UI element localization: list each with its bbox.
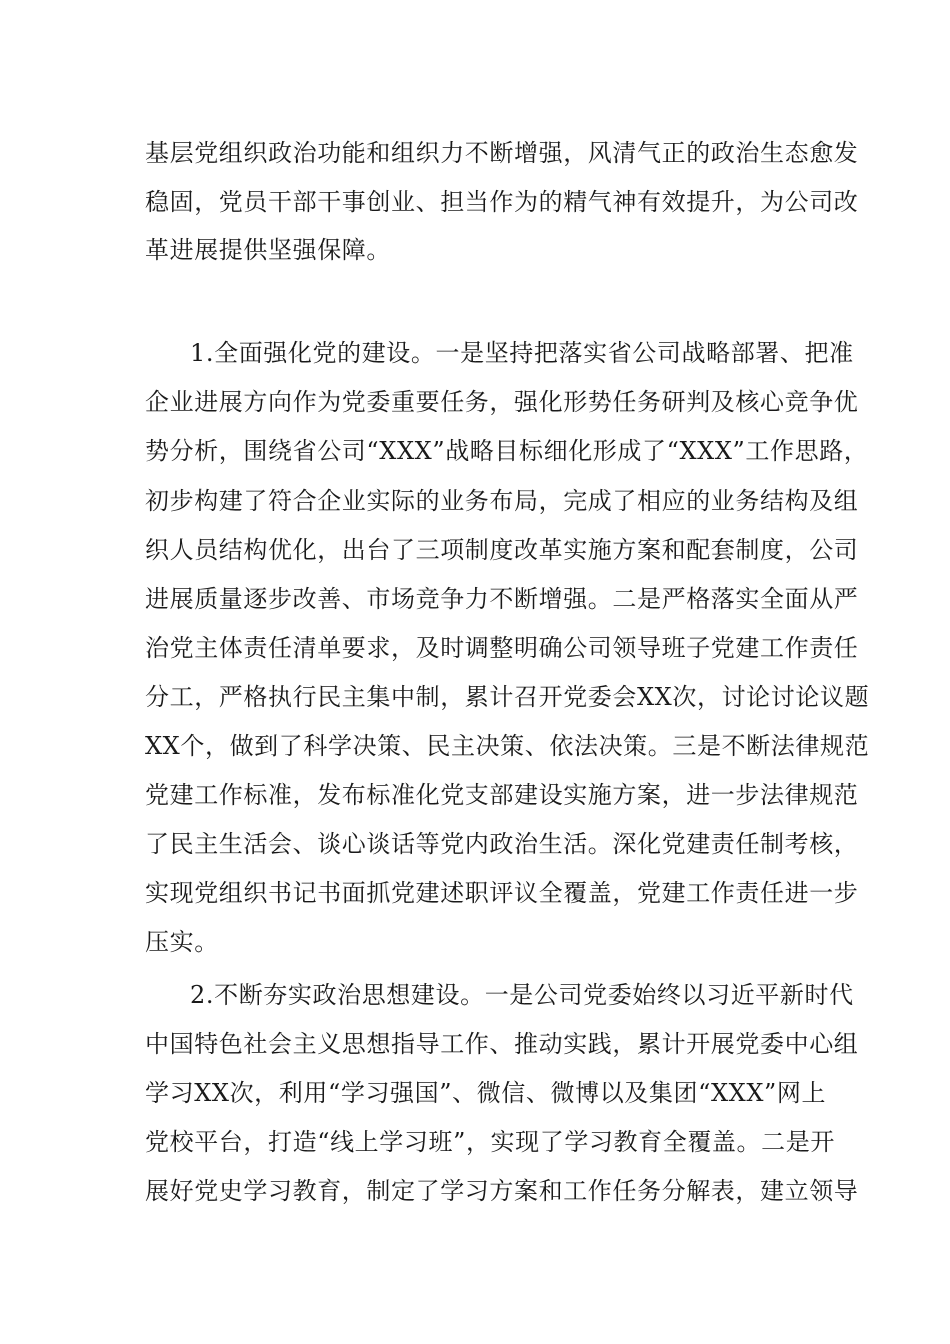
text-line: 党校平台，打造“线上学习班”，实现了学习教育全覆盖。二是开 [145,1128,835,1156]
text-line: 革进展提供坚强保障。 [145,236,391,264]
text-line: 稳固，党员干部干事创业、担当作为的精气神有效提升，为公司改 [145,188,859,216]
text-line: 势分析，围绕省公司“XXX”战略目标细化形成了“XXX”工作思路， [145,437,869,465]
text-line: 中国特色社会主义思想指导工作、推动实践，累计开展党委中心组 [145,1030,859,1058]
text-line: 了民主生活会、谈心谈话等党内政治生活。深化党建责任制考核， [145,830,859,858]
text-line: 学习XX次，利用“学习强国”、微信、微博以及集团“XXX”网上 [145,1079,827,1107]
text-line: 实现党组织书记书面抓党建述职评议全覆盖，党建工作责任进一步 [145,879,859,907]
text-line: 治党主体责任清单要求，及时调整明确公司领导班子党建工作责任 [145,634,859,662]
section-2-first-line: 2.不断夯实政治思想建设。一是公司党委始终以习近平新时代 [190,981,854,1009]
text-line: 分工，严格执行民主集中制，累计召开党委会XX次，讨论讨论议题 [145,683,870,711]
text-line: 进展质量逐步改善、市场竞争力不断增强。二是严格落实全面从严 [145,585,859,613]
text-line: XX个，做到了科学决策、民主决策、依法决策。三是不断法律规范 [145,732,870,760]
section-1-first-line: 1.全面强化党的建设。一是坚持把落实省公司战略部署、把准 [190,339,854,367]
text-line: 织人员结构优化，出台了三项制度改革实施方案和配套制度，公司 [145,536,859,564]
text-line: 压实。 [145,928,219,956]
text-line: 初步构建了符合企业实际的业务布局，完成了相应的业务结构及组 [145,487,859,515]
text-line: 党建工作标准，发布标准化党支部建设实施方案，进一步法律规范 [145,781,859,809]
text-line: 基层党组织政治功能和组织力不断增强，风清气正的政治生态愈发 [145,139,859,167]
text-line: 企业进展方向作为党委重要任务，强化形势任务研判及核心竞争优 [145,388,859,416]
text-line: 展好党史学习教育，制定了学习方案和工作任务分解表，建立领导 [145,1177,859,1205]
